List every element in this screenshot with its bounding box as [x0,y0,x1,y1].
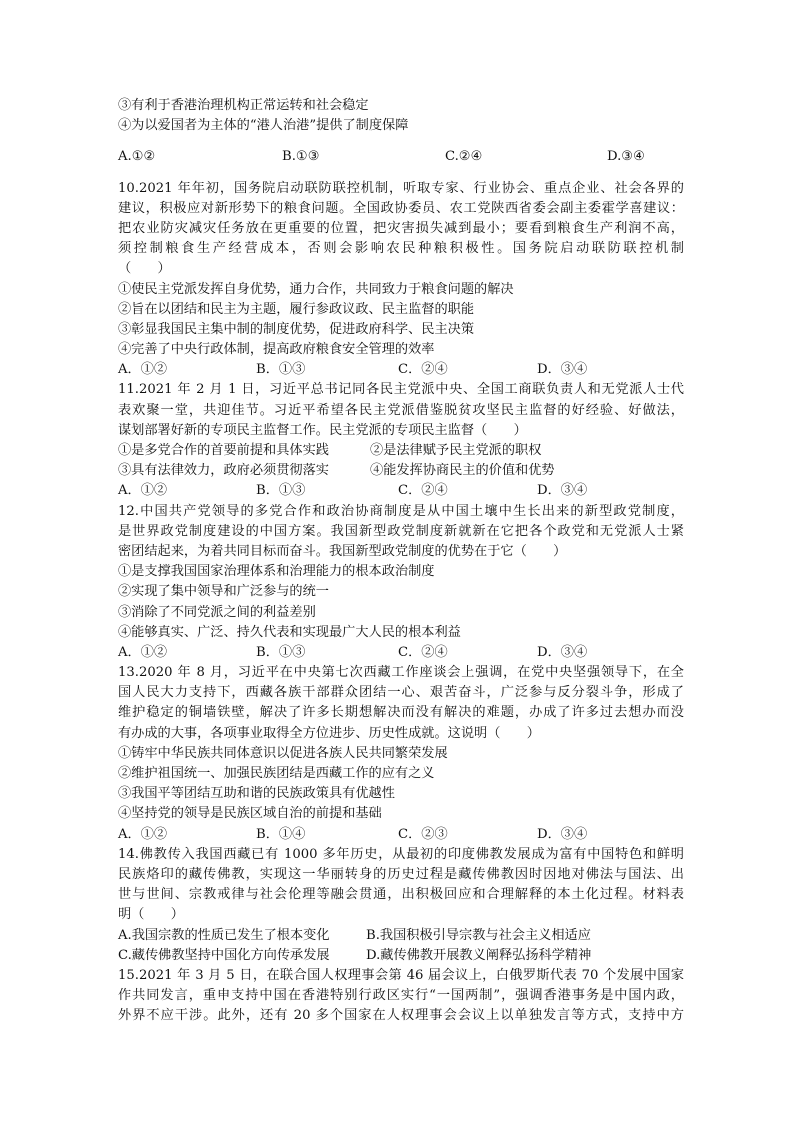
option-d: D.③④ [607,149,645,165]
q13-stem-line: 有办成的大事，各项事业取得全方位进步、历史性成就。这说明（ ） [118,725,540,741]
option-a: A．①② [118,826,168,842]
option-d: D．③④ [537,483,588,499]
q12-statement: ①是支撑我国国家治理体系和治理能力的根本政治制度 [118,564,435,580]
option-c: C.藏传佛教坚持中国化方向传承发展 [118,947,330,963]
q15-stem-line: 作共同发言，重申支持中国在香港特别行政区实行“一国两制”，强调香港事务是中国内政， [118,988,684,1004]
option-d: D.藏传佛教开展教义阐释弘扬科学精神 [366,947,592,963]
q15-stem-line: 15.2021 年 3 月 5 日，在联合国人权理事会第 46 届会议上，白俄罗斯代表 70 个发展中国家 [118,967,684,983]
question-13 [118,663,684,845]
option-d: D．③④ [537,644,588,660]
q11-statement: ③具有法律效力，政府必须贯彻落实 [118,463,329,479]
option-b: B．①③ [256,644,306,660]
q10-statement: ④完善了中央行政体制，提高政府粮食安全管理的效率 [118,342,435,358]
q11-statement: ②是法律赋予民主党派的职权 [370,443,542,458]
q10-stem-line: 10.2021 年年初，国务院启动联防联控机制，听取专家、行业协会、重点企业、社会各界的 [118,180,684,196]
q13-statement: ①铸牢中华民族共同体意识以促进各族人民共同繁荣发展 [118,745,448,761]
option-b: B．①③ [256,483,306,499]
q10-options [118,360,684,380]
option-a: A.我国宗教的性质已发生了根本变化 [118,927,330,943]
statement-3: ③有利于香港治理机构正常运转和社会稳定 [118,98,369,113]
q14-options-row [118,946,684,966]
statement-4: ④为以爱国者为主体的“港人治港”提供了制度保障 [118,118,409,134]
option-c: C．②④ [398,644,448,660]
q13-stem-line: 国人民大力支持下，西藏各族干部群众团结一心、艰苦奋斗，广泛参与反分裂斗争，形成了 [118,685,684,701]
q10-stem-line: 把农业防灾减灾任务放在更重要的位置，把灾害损失减到最小；要看到粮食生产利润不高， [118,220,684,236]
q13-statement: ②维护祖国统一、加强民族团结是西藏工作的应有之义 [118,766,435,781]
question-12 [118,502,684,664]
q10-stem-line: 须控制粮食生产经营成本，否则会影响农民种粮积极性。国务院启动联防联控机制 [118,241,684,257]
question-10 [118,179,684,381]
q10-statement: ②旨在以团结和民主为主题，履行参政议政、民主监督的职能 [118,301,475,317]
answer-options [118,147,684,167]
q12-stem-line: 12.中国共产党领导的多党合作和政治协商制度是从中国土壤中生长出来的新型政党制度， [118,503,684,519]
q11-statement-row [118,461,684,481]
q14-stem-line: 明（ ） [118,907,184,923]
question-15 [118,966,684,1027]
q10-statement: ③彰显我国民主集中制的制度优势，促进政府科学、民主决策 [118,321,475,337]
question-14 [118,845,684,966]
option-c: C．②③ [398,826,448,842]
q12-statement: ④能够真实、广泛、持久代表和实现最广大人民的根本利益 [118,624,461,640]
q13-stem-line: 维护稳定的铜墙铁壁，解决了许多长期想解决而没有解决的难题，办成了许多过去想办而没 [118,705,684,721]
q10-statement: ①使民主党派发挥自身优势，通力合作，共同致力于粮食问题的解决 [118,281,514,297]
q13-stem-line: 13.2020 年 8 月，习近平在中央第七次西藏工作座谈会上强调，在党中央坚强领导下，在全 [118,665,684,681]
q11-statement: ①是多党合作的首要前提和具体实践 [118,443,329,458]
q12-stem-line: 是世界政党制度建设的中国方案。我国新型政党制度新就新在它把各个政党和无党派人士紧 [118,523,684,539]
option-d: D．③④ [537,826,588,842]
option-b: B.①③ [282,149,320,165]
q12-statement: ②实现了集中领导和广泛参与的统一 [118,584,329,600]
q10-stem-line: （ ） [118,261,171,277]
q11-statement: ④能发挥协商民主的价值和优势 [370,463,555,479]
option-a: A．①② [118,483,168,499]
q13-statement: ④坚持党的领导是民族区域自治的前提和基础 [118,806,382,822]
q15-stem-line: 外界不应干涉。此外，还有 20 多个国家在人权理事会会议上以单独发言等方式，支持中方 [118,1008,684,1024]
q11-options [118,481,684,501]
q11-stem-line: 表欢聚一堂，共迎佳节。习近平希望各民主党派借鉴脱贫攻坚民主监督的好经验、好做法， [118,402,684,418]
q14-stem-line: 14.佛教传入我国西藏已有 1000 多年历史，从最初的印度佛教发展成为富有中国特色和鲜明 [118,846,684,862]
option-a: A．①② [118,644,168,660]
q11-statement-row [118,441,684,461]
question-11 [118,380,684,501]
q14-options-row [118,926,684,946]
option-a: A．①② [118,362,168,378]
exam-page [118,96,684,1026]
q13-options [118,825,684,845]
option-c: C．②④ [398,483,448,499]
option-d: D．③④ [537,362,588,378]
option-b: B．①③ [256,362,306,378]
option-b: B．①④ [256,826,306,842]
q11-stem-line: 谋划部署好新的专项民主监督工作。民主党派的专项民主监督（ ） [118,422,527,438]
q12-options [118,643,684,663]
option-c: C．②④ [398,362,448,378]
q14-stem-line: 世与世间、宗教戒律与社会伦理等融会贯通，出积极回应和合理解释的本土化过程。材料表 [118,887,684,903]
option-c: C.②④ [445,149,483,165]
q12-stem-line: 密团结起来，为着共同目标而奋斗。我国新型政党制度的优势在于它（ ） [118,543,567,559]
q11-stem-line: 11.2021 年 2 月 1 日，习近平总书记同各民主党派中央、全国工商联负责人和无党派人士代 [118,382,684,398]
q14-stem-line: 民族烙印的藏传佛教，实现这一华丽转身的历史过程是藏传佛教因时因地对佛法与国法、出 [118,866,684,882]
q13-statement: ③我国平等团结互助和谐的民族政策具有优越性 [118,786,395,802]
option-b: B.我国积极引导宗教与社会主义相适应 [366,927,591,943]
q12-statement: ③消除了不同党派之间的利益差别 [118,604,316,620]
q10-stem-line: 建议，积极应对新形势下的粮食问题。全国政协委员、农工党陕西省委会副主委霍学喜建议： [118,200,684,216]
option-a: A.①② [118,149,156,165]
